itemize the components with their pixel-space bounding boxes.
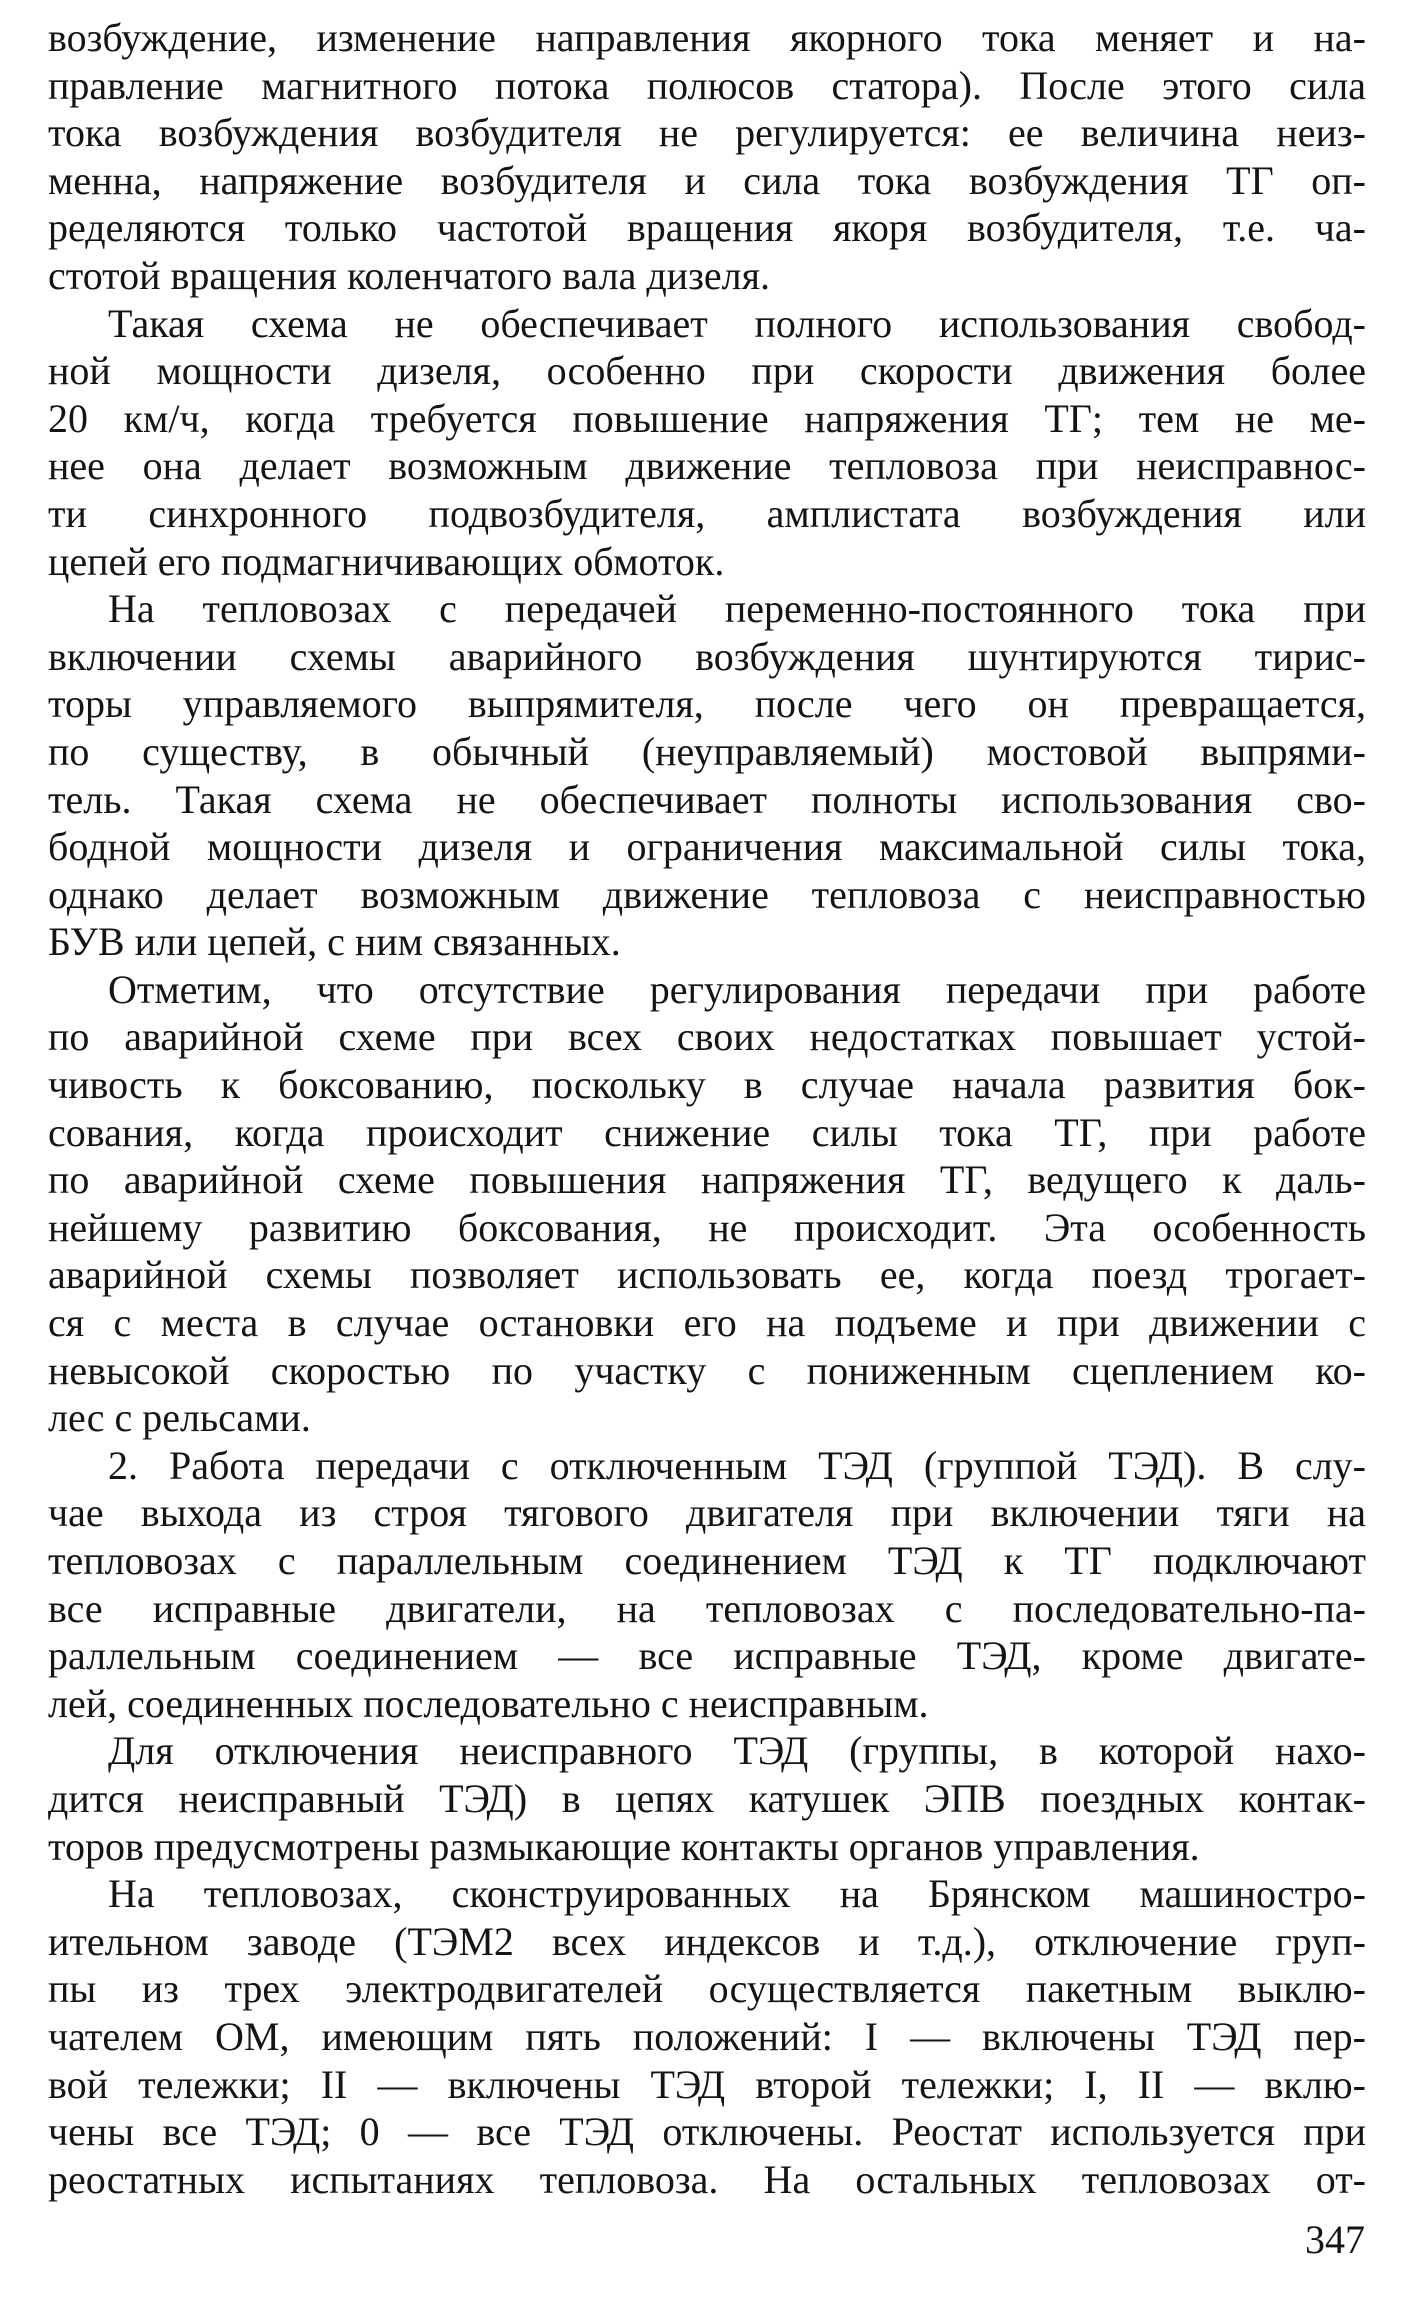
- text-line: ределяются только частотой вращения якоря возбудителя, т.е. ча-: [48, 205, 1366, 251]
- text-line: стотой вращения коленчатого вала дизеля.: [48, 252, 770, 298]
- text-line: цепей его подмагничивающих обмоток.: [48, 538, 725, 584]
- text-line: 2. Работа передачи с отключенным ТЭД (группой ТЭД). В слу-: [108, 1442, 1366, 1488]
- text-line: нейшему развитию боксования, не происходит. Эта особенность: [48, 1204, 1366, 1250]
- text-line: торы управляемого выпрямителя, после чего он превращается,: [48, 681, 1366, 727]
- text-line: все исправные двигатели, на тепловозах с последовательно-па-: [48, 1585, 1366, 1631]
- text-line: возбуждение, изменение направления якорного тока меняет и на-: [48, 15, 1366, 60]
- text-line: На тепловозах, сконструированных на Брянском машиностро-: [108, 1871, 1366, 1917]
- paragraph: [48, 585, 1366, 966]
- text-line: чае выхода из строя тягового двигателя при включении тяги на: [48, 1490, 1366, 1536]
- text-line: дится неисправный ТЭД) в цепях катушек ЭПВ поездных контак-: [48, 1775, 1366, 1821]
- text-line: ной мощности дизеля, особенно при скорости движения более: [48, 348, 1366, 394]
- text-line: ти синхронного подвозбудителя, амплистата возбуждения или: [48, 490, 1366, 536]
- text-line: менна, напряжение возбудителя и сила тока возбуждения ТГ оп-: [48, 157, 1366, 203]
- text-line: вой тележки; II — включены ТЭД второй тележки; I, II — вклю-: [48, 2061, 1366, 2107]
- text-line: тепловозах с параллельным соединением ТЭД к ТГ подключают: [48, 1538, 1366, 1583]
- text-line: включении схемы аварийного возбуждения шунтируются тирис-: [48, 633, 1366, 679]
- text-line: чателем ОМ, имеющим пять положений: I — включены ТЭД пер-: [48, 2013, 1366, 2059]
- paragraph: [48, 300, 1366, 586]
- text-line: бодной мощности дизеля и ограничения максимальной силы тока,: [48, 824, 1366, 870]
- paragraph: [48, 966, 1366, 1442]
- text-line: по аварийной схеме повышения напряжения ТГ, ведущего к даль-: [48, 1157, 1366, 1203]
- text-line: БУВ или цепей, с ним связанных.: [48, 919, 621, 965]
- text-line: лей, соединенных последовательно с неисправным.: [48, 1680, 929, 1726]
- paragraph: [48, 14, 1366, 300]
- text-line: Для отключения неисправного ТЭД (группы, в которой нахо-: [108, 1728, 1366, 1774]
- text-line: раллельным соединением — все исправные ТЭД, кроме двигате-: [48, 1633, 1366, 1679]
- text-line: На тепловозах с передачей переменно-постоянного тока при: [108, 586, 1366, 632]
- page-body: [48, 14, 1366, 2203]
- text-line: тель. Такая схема не обеспечивает полноты использования сво-: [48, 776, 1366, 822]
- text-line: невысокой скоростью по участку с пониженным сцеплением ко-: [48, 1347, 1366, 1393]
- text-line: ительном заводе (ТЭМ2 всех индексов и т.д.), отключение груп-: [48, 1918, 1366, 1964]
- text-line: пы из трех электродвигателей осуществляется пакетным выклю-: [48, 1966, 1366, 2012]
- text-line: торов предусмотрены размыкающие контакты органов управления.: [48, 1823, 1200, 1869]
- text-line: Отметим, что отсутствие регулирования передачи при работе: [108, 966, 1366, 1012]
- text-line: по существу, в обычный (неуправляемый) мостовой выпрями-: [48, 728, 1366, 774]
- text-line: нее она делает возможным движение тепловоза при неисправнос-: [48, 443, 1366, 489]
- paragraph: [48, 1727, 1366, 1870]
- paragraph: [48, 1870, 1366, 2203]
- text-line: однако делает возможным движение тепловоза с неисправностью: [48, 871, 1366, 917]
- text-line: сования, когда происходит снижение силы тока ТГ, при работе: [48, 1109, 1366, 1155]
- page-number: 347: [1305, 2217, 1365, 2262]
- text-line: аварийной схемы позволяет использовать ее, когда поезд трогает-: [48, 1252, 1366, 1298]
- text-line: лес с рельсами.: [48, 1395, 311, 1441]
- text-line: по аварийной схеме при всех своих недостатках повышает устой-: [48, 1014, 1366, 1060]
- paragraph: [48, 1442, 1366, 1728]
- text-line: тока возбуждения возбудителя не регулируется: ее величина неиз-: [48, 110, 1366, 156]
- text-line: ся с места в случае остановки его на подъеме и при движении с: [48, 1300, 1366, 1346]
- text-line: реостатных испытаниях тепловоза. На остальных тепловозах от-: [48, 2156, 1366, 2202]
- text-line: правление магнитного потока полюсов статора). После этого сила: [48, 62, 1366, 108]
- text-line: 20 км/ч, когда требуется повышение напряжения ТГ; тем не ме-: [48, 395, 1366, 441]
- text-line: чивость к боксованию, поскольку в случае начала развития бок-: [48, 1062, 1366, 1108]
- text-line: чены все ТЭД; 0 — все ТЭД отключены. Реостат используется при: [48, 2109, 1366, 2155]
- text-line: Такая схема не обеспечивает полного использования свобод-: [108, 300, 1366, 346]
